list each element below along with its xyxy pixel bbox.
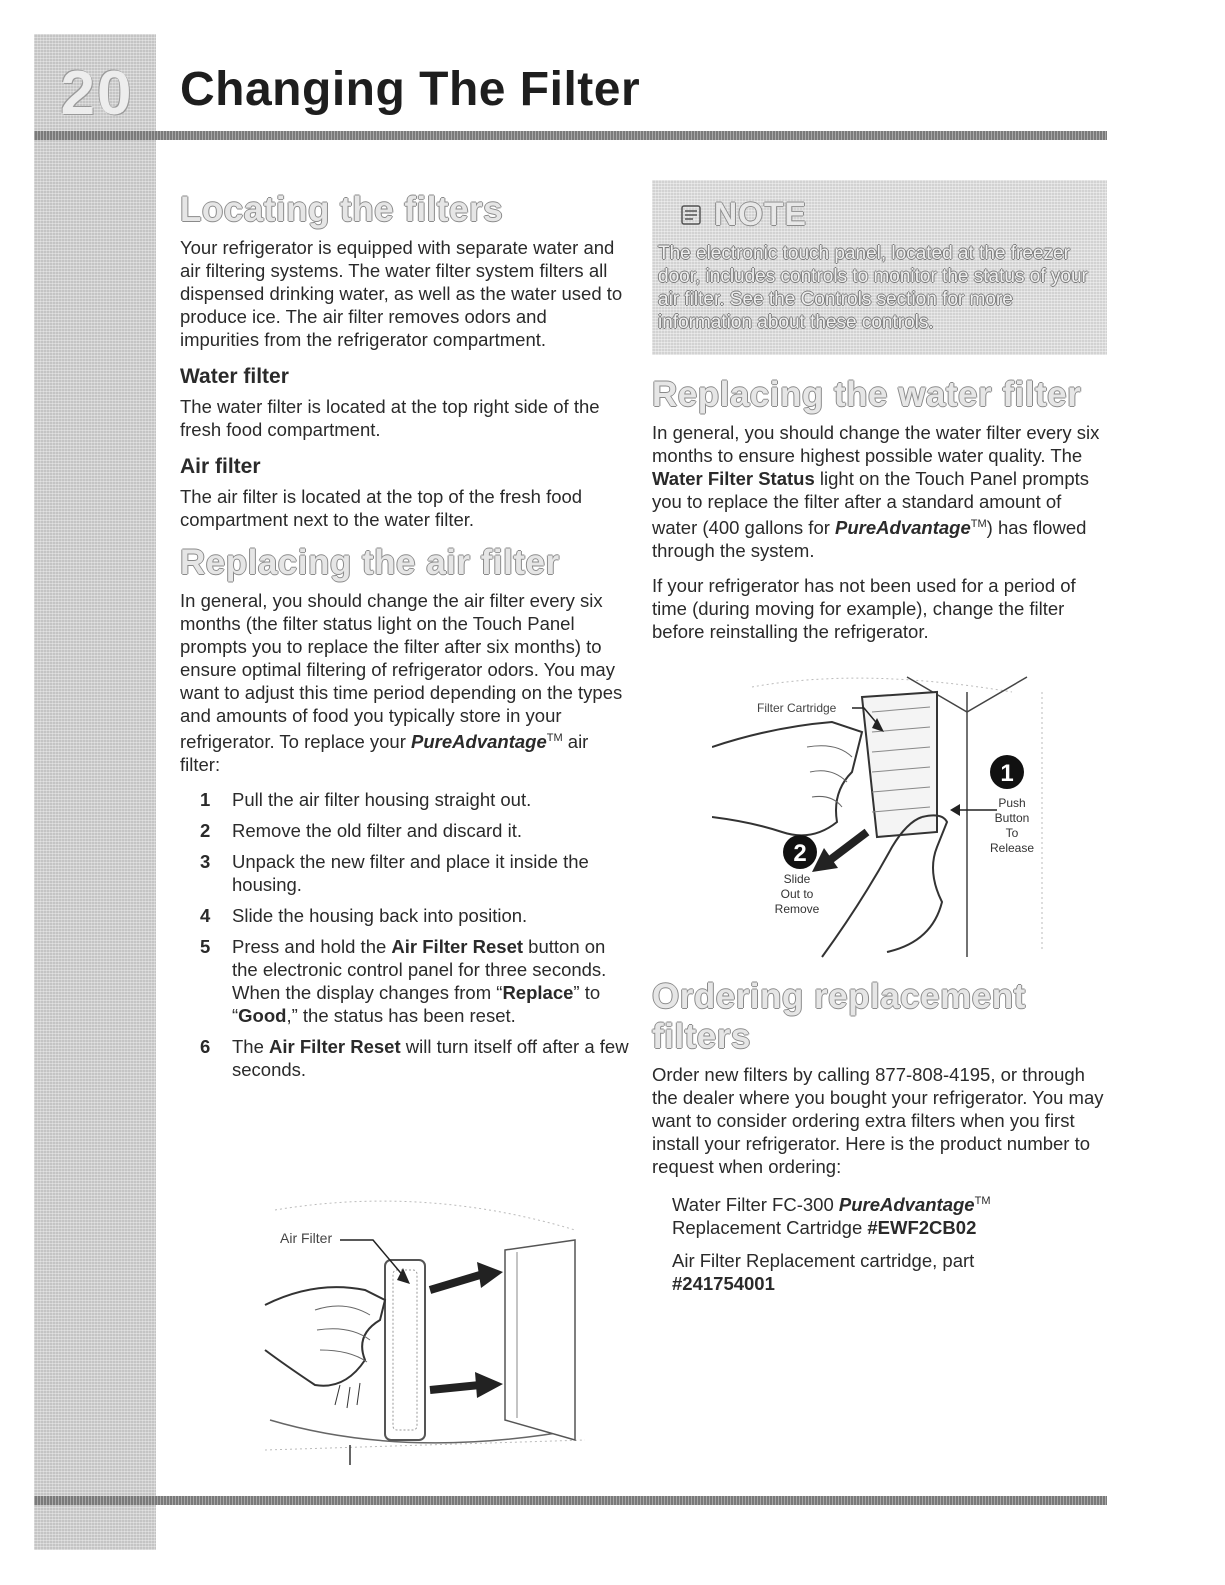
- note-header: [680, 196, 807, 233]
- replace-air-intro: In general, you should change the air filter every six months (the filter status light on the Touch Panel prompts you to replace the filter after six months) to ensure optimal filtering of refrigerator odors. You may want to adjust this time period depending on the types and amounts of food you typically store in your refrigerator. To replace your PureAdvantage™ air filter:: [180, 590, 623, 776]
- svg-text:Remove: Remove: [774, 902, 820, 916]
- air-filter-steps: [180, 788, 630, 1081]
- note-title: NOTE: [714, 196, 807, 232]
- replace-water-p1: In general, you should change the water filter every six months to ensure highest possible water quality. The Water Filter Status light on the Touch Panel prompts you to replace the filter after a standard amount of water (400 gallons for PureAdvantage™) has flowed through the system.: [652, 422, 1100, 562]
- air-filter-label: Air Filter: [280, 1230, 333, 1246]
- order-item-air: Air Filter Replacement cartridge, part #241754001: [672, 1250, 975, 1295]
- svg-text:2: 2: [793, 840, 807, 867]
- svg-text:1: 1: [1000, 760, 1014, 787]
- note-box: [652, 180, 1107, 355]
- step-item: 1 Pull the air filter housing straight out.: [200, 789, 532, 811]
- svg-text:To: To: [1005, 826, 1019, 840]
- page-sidebar-band: [34, 34, 156, 1550]
- filter-cartridge-label: Filter Cartridge: [757, 701, 837, 715]
- page-number: 20: [60, 59, 134, 128]
- ordering-text: Order new filters by calling 877-808-4195, or through the dealer where you bought your refrigerator. You may want to consider ordering extra filters when you first install your refrigerator. Here is the product number to request when ordering:: [652, 1064, 1104, 1178]
- svg-text:Release: Release: [989, 841, 1035, 855]
- replace-water-heading: Replacing the water filter: [652, 375, 1082, 414]
- step-item: 2 Remove the old filter and discard it.: [200, 820, 522, 842]
- header-rule: [34, 131, 1107, 140]
- left-column: [180, 190, 630, 1089]
- step-item: 3 Unpack the new filter and place it inside the housing.: [200, 851, 589, 896]
- ordering-heading: Ordering replacement filters: [652, 977, 1026, 1057]
- air-filter-illustration: [255, 1190, 595, 1470]
- order-item-water: Water Filter FC-300 PureAdvantage™ Replacement Cartridge #EWF2CB02: [672, 1194, 991, 1239]
- step-item: 6 The Air Filter Reset will turn itself off after a few seconds.: [200, 1036, 629, 1081]
- page-title: Changing The Filter: [180, 63, 641, 116]
- air-filter-heading: Air filter: [180, 455, 261, 478]
- footer-rule: [34, 1496, 1107, 1505]
- brand-name: PureAdvantage: [411, 731, 547, 753]
- brand-name: PureAdvantage: [835, 517, 971, 539]
- locating-intro: Your refrigerator is equipped with separate water and air filtering systems. The water filter system filters all dispensed drinking water, as well as the water used to produce ice. The air filter removes odors and impurities from the refrigerator compartment.: [180, 237, 623, 350]
- step-item: 4 Slide the housing back into position.: [200, 905, 528, 927]
- svg-text:Slide: Slide: [783, 872, 811, 886]
- water-filter-text: The water filter is located at the top right side of the fresh food compartment.: [180, 396, 600, 440]
- locating-heading: Locating the filters: [180, 190, 504, 229]
- svg-text:Push: Push: [998, 796, 1026, 810]
- water-filter-heading: Water filter: [180, 365, 289, 388]
- replace-water-p2: If your refrigerator has not been used for a period of time (during moving for example), change the filter before reinstalling the refrigerator.: [652, 575, 1076, 643]
- svg-text:Out to: Out to: [780, 887, 814, 901]
- replace-air-heading: Replacing the air filter: [180, 543, 560, 582]
- air-filter-text: The air filter is located at the top of the fresh food compartment next to the water filter.: [180, 486, 583, 530]
- water-filter-illustration: [712, 672, 1052, 962]
- step-item: 5 Press and hold the Air Filter Reset button on the electronic control panel for three seconds. When the display changes from “Replace” to “Good,” the status has been reset.: [200, 936, 607, 1027]
- svg-text:Button: Button: [994, 811, 1030, 825]
- note-icon: [680, 204, 702, 226]
- note-text: The electronic touch panel, located at the freezer door, includes controls to monitor the status of your air filter. See the Controls section for more information about these controls.: [658, 243, 1088, 333]
